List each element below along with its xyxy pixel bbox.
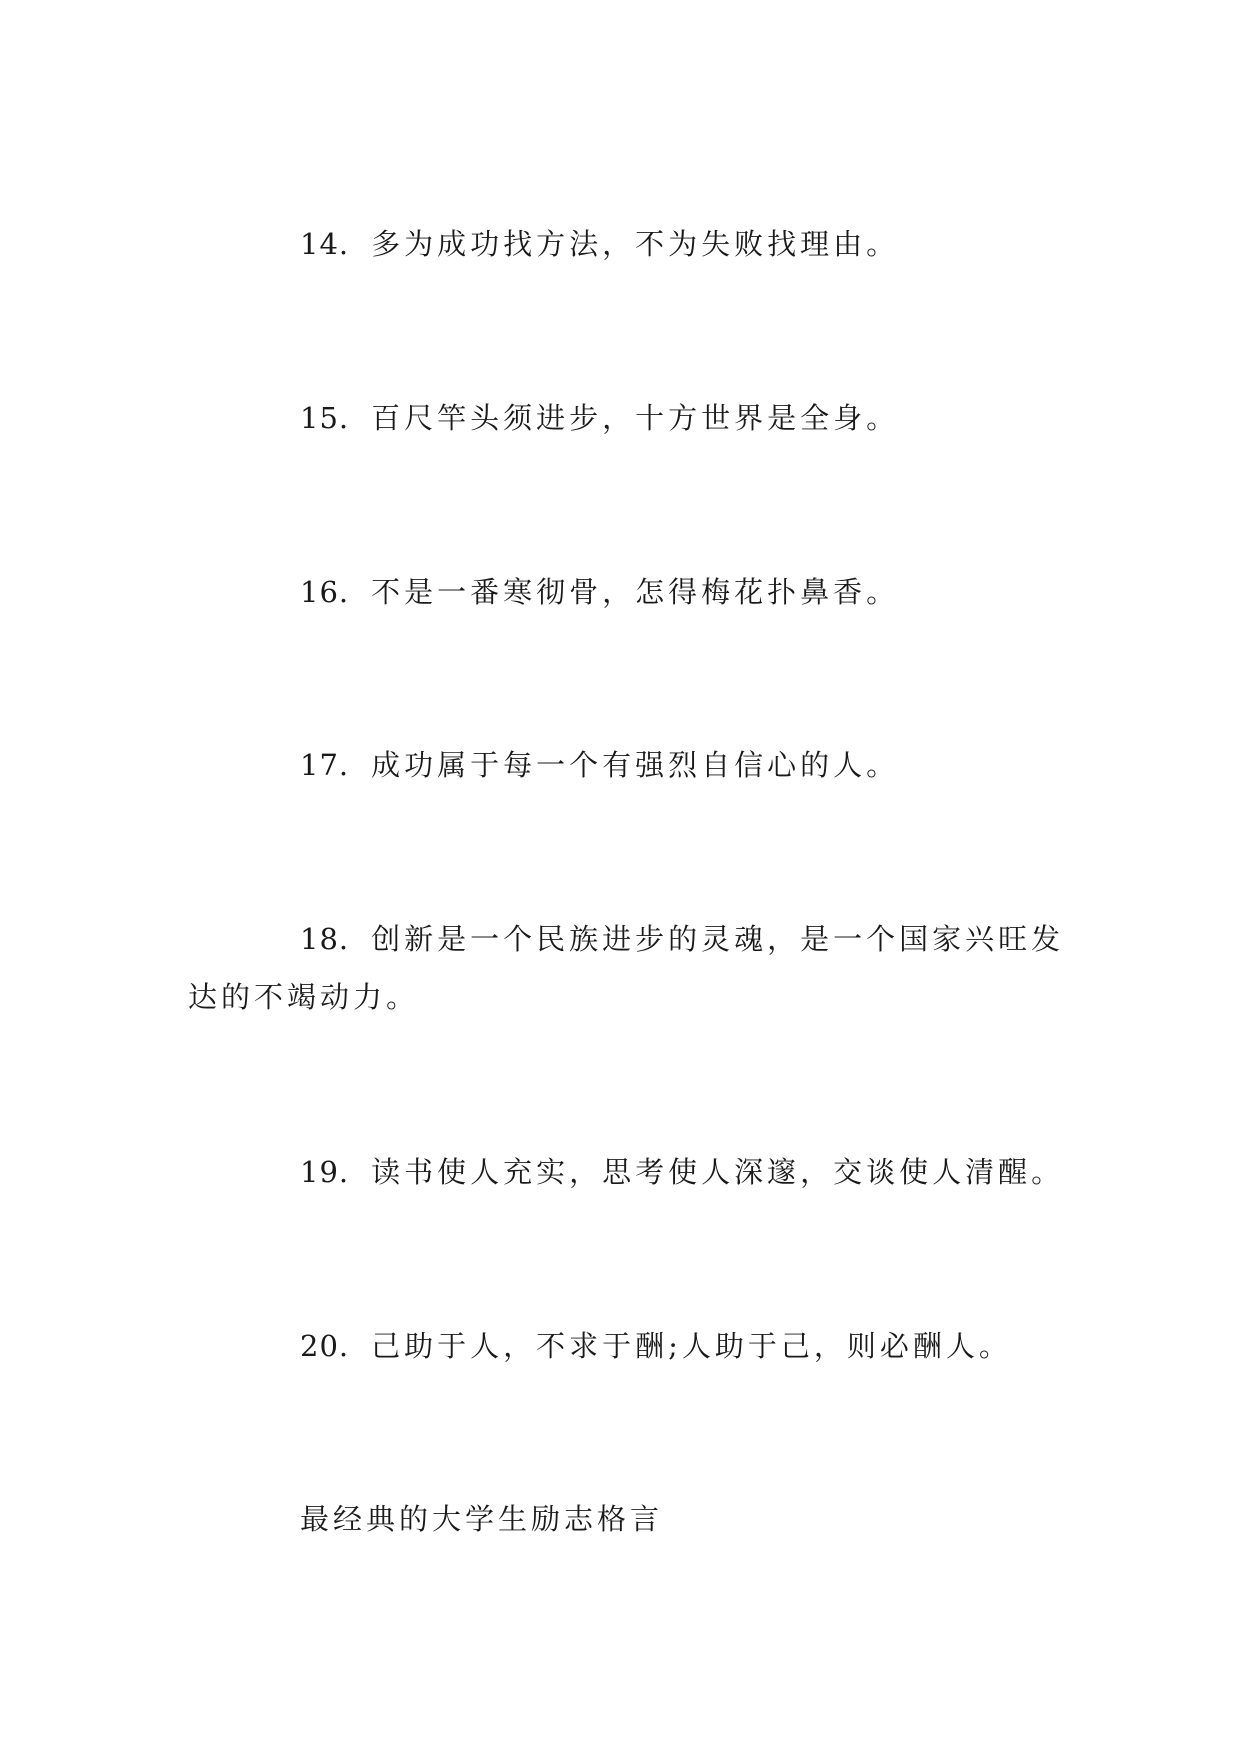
- quote-item-16: [188, 563, 1068, 621]
- quote-item-17: [188, 736, 1068, 794]
- item-number: 20.: [300, 1329, 350, 1363]
- quote-item-20: [188, 1317, 1068, 1375]
- item-text: 多为成功找方法，不为失败找理由。: [371, 227, 900, 261]
- item-number: 15.: [300, 401, 350, 435]
- quote-item-19: [188, 1143, 1088, 1201]
- item-text: 百尺竿头须进步，十方世界是全身。: [371, 401, 900, 435]
- quote-item-18: [188, 910, 1068, 1026]
- quote-item-15: [188, 389, 1068, 447]
- item-number: 19.: [300, 1155, 350, 1189]
- item-number: 17.: [300, 748, 350, 782]
- item-text: 不是一番寒彻骨，怎得梅花扑鼻香。: [371, 575, 900, 609]
- item-number: 16.: [300, 575, 350, 609]
- item-text: 读书使人充实，思考使人深邃，交谈使人清醒。: [371, 1155, 1065, 1189]
- quote-item-14: [188, 215, 1068, 273]
- section-heading: 最经典的大学生励志格言: [300, 1502, 664, 1536]
- item-text: 创新是一个民族进步的灵魂，是一个国家兴旺发达的不竭动力。: [188, 922, 1065, 1014]
- item-text: 己助于人，不求于酬;人助于己，则必酬人。: [371, 1329, 1012, 1363]
- item-text: 成功属于每一个有强烈自信心的人。: [371, 748, 900, 782]
- item-number: 14.: [300, 227, 350, 261]
- item-number: 18.: [300, 922, 350, 956]
